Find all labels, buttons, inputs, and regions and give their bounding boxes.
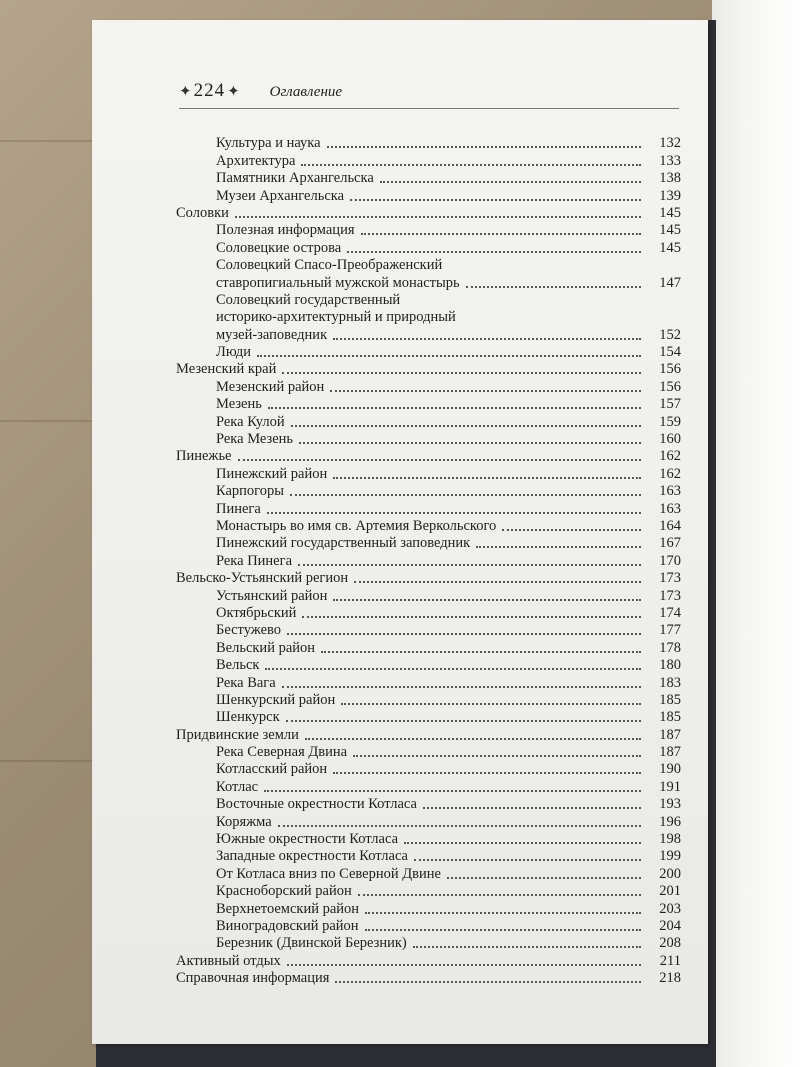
dot-leader [350, 199, 641, 201]
toc-entry-page: 167 [659, 535, 681, 552]
dot-leader [301, 164, 641, 166]
dot-leader [291, 425, 641, 427]
toc-entry [176, 465, 681, 482]
toc-entry-title: Активный отдых [176, 952, 281, 969]
toc-entry-title: Котласский район [216, 761, 328, 778]
toc-entry-page: 200 [659, 865, 681, 882]
toc-entry-page: 187 [659, 744, 681, 761]
dot-leader [330, 390, 641, 392]
dot-leader [361, 233, 642, 235]
toc-entry [176, 535, 681, 552]
toc-entry-page: 160 [659, 431, 681, 448]
toc-entry-title: Пинега [216, 500, 261, 517]
dot-leader [333, 772, 641, 774]
dot-leader [333, 338, 641, 340]
toc-entry-title: Люди [216, 344, 252, 361]
dot-leader [476, 546, 641, 548]
toc-entry [176, 135, 681, 152]
toc-entry [176, 970, 681, 987]
toc-entry-page: 162 [659, 465, 681, 482]
toc-entry [176, 274, 681, 291]
toc-entry-title: Справочная информация [176, 970, 330, 987]
toc-entry-page: 145 [659, 222, 681, 239]
toc-entry-page: 190 [659, 761, 681, 778]
dot-leader [290, 494, 641, 496]
toc-entry-page: 198 [659, 831, 681, 848]
toc-entry-title: Полезная информация [216, 222, 355, 239]
toc-entry-title: Река Вага [216, 674, 276, 691]
dot-leader [335, 981, 641, 983]
toc-entry-title: Река Кулой [216, 413, 285, 430]
toc-entry-page: 199 [659, 848, 681, 865]
wood-grain [0, 760, 100, 762]
toc-entry-title: ставропигиальный мужской монастырь [216, 274, 460, 291]
running-header [179, 80, 699, 108]
toc-entry-page: 218 [659, 970, 681, 987]
toc-entry-page: 185 [659, 691, 681, 708]
dot-leader [333, 477, 641, 479]
toc-entry-title: Мезенский район [216, 378, 325, 395]
toc-entry-page: 163 [659, 483, 681, 500]
toc-entry [176, 483, 681, 500]
toc-entry [176, 883, 681, 900]
dot-leader [238, 459, 642, 461]
toc-entry-page: 208 [659, 935, 681, 952]
dot-leader [257, 355, 641, 357]
toc-entry-page: 159 [659, 413, 681, 430]
toc-entry-title: Река Северная Двина [216, 744, 348, 761]
dot-leader [466, 286, 641, 288]
ornament-left-icon: ✦ [179, 84, 192, 100]
toc-entry [176, 605, 681, 622]
toc-entry-page: 183 [659, 674, 681, 691]
toc-entry [176, 205, 681, 222]
toc-entry [176, 170, 681, 187]
dot-leader [268, 407, 641, 409]
dot-leader [321, 651, 641, 653]
toc-entry-title: Вельск [216, 657, 260, 674]
toc-entry [176, 848, 681, 865]
toc-entry-page: 204 [659, 917, 681, 934]
wood-grain [0, 420, 100, 422]
toc-entry-page: 133 [659, 152, 681, 169]
toc-entry-page: 145 [659, 204, 681, 221]
dot-leader [264, 790, 641, 792]
toc-entry [176, 152, 681, 169]
toc-entry-title: Котлас [216, 778, 259, 795]
toc-entry [176, 257, 681, 274]
dot-leader [298, 564, 641, 566]
toc-entry-title: Памятники Архангельска [216, 170, 374, 187]
toc-entry-title: Шенкурск [216, 709, 280, 726]
toc-entry [176, 413, 681, 430]
toc-entry-title: Пинежье [176, 448, 232, 465]
toc-entry [176, 726, 681, 743]
toc-entry [176, 309, 681, 326]
toc-entry [176, 657, 681, 674]
toc-entry [176, 292, 681, 309]
toc-entry-title: Вельско-Устьянский регион [176, 570, 349, 587]
ornament-right-icon: ✦ [227, 84, 240, 100]
dot-leader [299, 442, 641, 444]
dot-leader [341, 703, 641, 705]
header-rule [179, 108, 679, 109]
toc-entry-page: 173 [659, 587, 681, 604]
dot-leader [286, 720, 641, 722]
toc-entry [176, 639, 681, 656]
toc-entry-page: 177 [659, 622, 681, 639]
wood-grain [0, 140, 100, 142]
toc-entry-title: Соловецкий Спасо-Преображенский [216, 257, 443, 274]
toc-entry-page: 145 [659, 239, 681, 256]
toc-entry [176, 622, 681, 639]
dot-leader [302, 616, 641, 618]
dot-leader [365, 929, 641, 931]
toc-entry-title: Культура и наука [216, 135, 321, 152]
toc-entry-page: 193 [659, 796, 681, 813]
toc-entry [176, 865, 681, 882]
toc-entry-page: 162 [659, 448, 681, 465]
toc-entry-title: Монастырь во имя св. Артемия Веркольского [216, 517, 497, 534]
toc-entry [176, 448, 681, 465]
toc-entry-title: Западные окрестности Котласа [216, 848, 408, 865]
toc-entry [176, 813, 681, 830]
dot-leader [305, 738, 641, 740]
toc-entry-title: Березник (Двинской Березник) [216, 935, 407, 952]
toc-entry-page: 163 [659, 500, 681, 517]
toc-entry-title: Октябрьский [216, 604, 297, 621]
toc-entry-title: Шенкурский район [216, 691, 336, 708]
toc-entry-title: Придвинские земли [176, 726, 299, 743]
table-of-contents [176, 135, 681, 987]
toc-entry-title: Архитектура [216, 152, 296, 169]
dot-leader [423, 807, 641, 809]
toc-entry-title: Южные окрестности Котласа [216, 831, 399, 848]
toc-entry [176, 187, 681, 204]
toc-entry-title: Соловки [176, 204, 229, 221]
toc-entry [176, 796, 681, 813]
toc-entry-page: 185 [659, 709, 681, 726]
toc-entry-title: От Котласа вниз по Северной Двине [216, 865, 441, 882]
toc-entry-page: 180 [659, 657, 681, 674]
toc-entry-page: 174 [659, 604, 681, 621]
toc-entry-title: Река Мезень [216, 431, 294, 448]
dot-leader [353, 755, 641, 757]
book-page [92, 20, 708, 1044]
toc-entry-title: Река Пинега [216, 552, 293, 569]
dot-leader [358, 894, 641, 896]
toc-entry [176, 831, 681, 848]
toc-entry-title: Виноградовский район [216, 917, 359, 934]
dot-leader [267, 512, 641, 514]
toc-entry-title: Верхнетоемский район [216, 900, 360, 917]
toc-entry-title: Мезенский край [176, 361, 277, 378]
toc-entry-title: Пинежский государственный заповедник [216, 535, 471, 552]
toc-entry-page: 178 [659, 639, 681, 656]
toc-entry-page: 156 [659, 361, 681, 378]
toc-entry-page: 170 [659, 552, 681, 569]
dot-leader [287, 964, 641, 966]
toc-entry-page: 139 [659, 187, 681, 204]
dot-leader [447, 877, 641, 879]
dot-leader [282, 372, 641, 374]
toc-entry-page: 147 [659, 274, 681, 291]
dot-leader [287, 633, 641, 635]
toc-entry [176, 222, 681, 239]
toc-entry [176, 344, 681, 361]
toc-entry-page: 211 [659, 952, 681, 969]
dot-leader [404, 842, 641, 844]
toc-entry [176, 674, 681, 691]
toc-entry-title: Соловецкий государственный [216, 291, 401, 308]
toc-entry-title: Музеи Архангельска [216, 187, 345, 204]
toc-entry-title: Устьянский район [216, 587, 328, 604]
toc-entry-title: Пинежский район [216, 465, 328, 482]
dot-leader [365, 912, 641, 914]
toc-entry [176, 761, 681, 778]
toc-entry-title: музей-заповедник [216, 326, 328, 343]
toc-entry-title: Бестужево [216, 622, 282, 639]
dot-leader [327, 146, 641, 148]
page-number: 224 [193, 80, 226, 101]
background-paper [712, 0, 800, 1067]
toc-entry [176, 431, 681, 448]
toc-entry-page: 154 [659, 344, 681, 361]
toc-entry [176, 900, 681, 917]
toc-entry-title: Вельский район [216, 639, 316, 656]
dot-leader [347, 251, 641, 253]
toc-entry-page: 191 [659, 778, 681, 795]
toc-entry-title: историко-архитектурный и природный [216, 309, 456, 326]
toc-entry [176, 326, 681, 343]
toc-entry-title: Мезень [216, 396, 262, 413]
toc-entry [176, 552, 681, 569]
toc-entry [176, 500, 681, 517]
toc-entry [176, 935, 681, 952]
toc-entry [176, 396, 681, 413]
toc-entry [176, 361, 681, 378]
dot-leader [502, 529, 641, 531]
toc-entry-page: 152 [659, 326, 681, 343]
toc-entry-title: Восточные окрестности Котласа [216, 796, 417, 813]
dot-leader [354, 581, 641, 583]
toc-entry [176, 518, 681, 535]
toc-entry-page: 201 [659, 883, 681, 900]
dot-leader [380, 181, 641, 183]
toc-entry [176, 952, 681, 969]
section-title: Оглавление [269, 84, 343, 100]
toc-entry-page: 173 [659, 570, 681, 587]
toc-entry-page: 157 [659, 396, 681, 413]
toc-entry-title: Коряжма [216, 813, 272, 830]
dot-leader [235, 216, 641, 218]
toc-entry [176, 778, 681, 795]
toc-entry-title: Красноборский район [216, 883, 352, 900]
toc-entry-page: 156 [659, 378, 681, 395]
toc-entry-title: Карпогоры [216, 483, 285, 500]
dot-leader [265, 668, 641, 670]
toc-entry-page: 132 [659, 135, 681, 152]
dot-leader [278, 825, 641, 827]
toc-entry [176, 570, 681, 587]
toc-entry-page: 203 [659, 900, 681, 917]
dot-leader [282, 686, 641, 688]
toc-entry-page: 164 [659, 517, 681, 534]
toc-entry [176, 918, 681, 935]
toc-entry-page: 196 [659, 813, 681, 830]
toc-entry-page: 187 [659, 726, 681, 743]
toc-entry [176, 692, 681, 709]
toc-entry [176, 709, 681, 726]
toc-entry-title: Соловецкие острова [216, 239, 342, 256]
dot-leader [333, 599, 641, 601]
toc-entry [176, 744, 681, 761]
dot-leader [414, 859, 641, 861]
toc-entry-page: 138 [659, 170, 681, 187]
toc-entry [176, 587, 681, 604]
toc-entry [176, 239, 681, 256]
toc-entry [176, 378, 681, 395]
dot-leader [413, 946, 641, 948]
